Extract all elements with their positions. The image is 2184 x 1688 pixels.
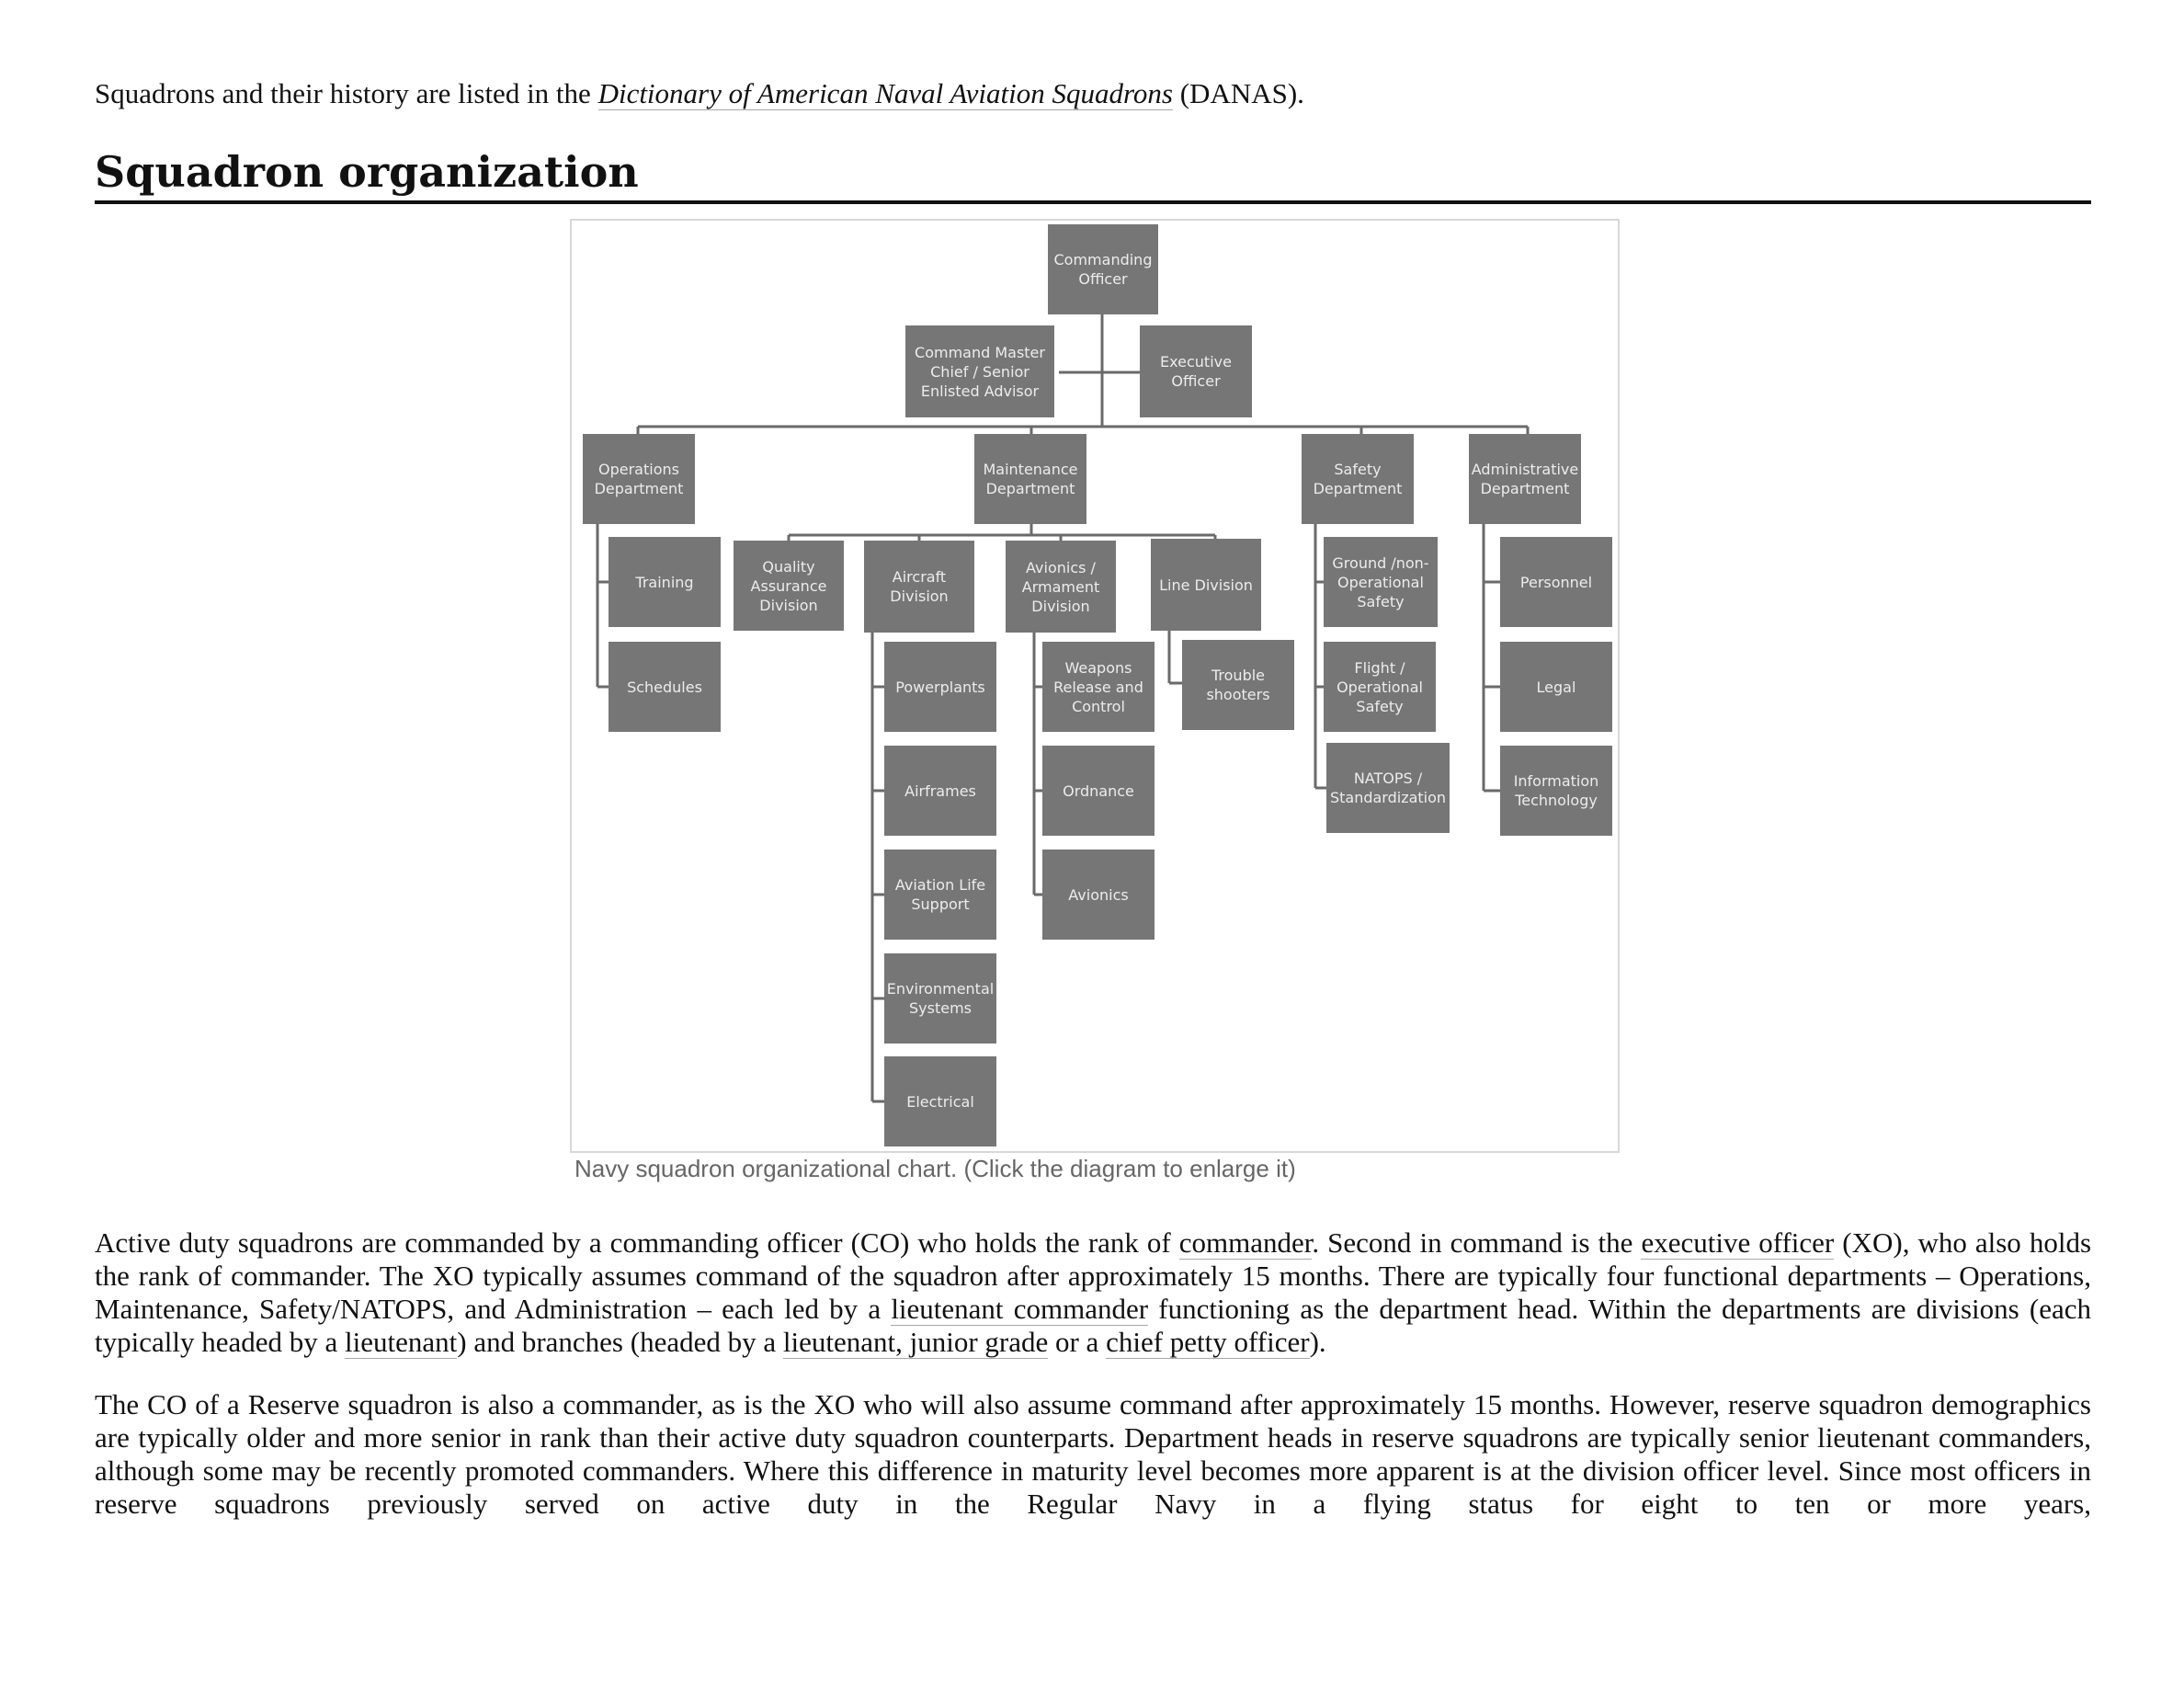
org-box-personnel: Personnel — [1500, 537, 1612, 627]
org-box-electrical: Electrical — [884, 1056, 996, 1146]
org-box-operations-department: Operations Department — [583, 434, 695, 524]
org-box-avionics: Avionics — [1042, 850, 1155, 940]
org-box-avionics-armament-division: Avionics / Armament Division — [1006, 541, 1116, 633]
org-box-legal: Legal — [1500, 642, 1612, 732]
lieutenant-junior-grade-link[interactable]: lieutenant, junior grade — [782, 1326, 1049, 1358]
section-heading: Squadron organization — [95, 147, 639, 197]
p1-text-5: ) and branches (headed by a — [457, 1326, 783, 1358]
org-box-maintenance-department: Maintenance Department — [974, 434, 1086, 524]
paragraph-reserve: The CO of a Reserve squadron is also a commander, as is the XO who will also assume command after approximately 15 months. However, reserve squadron demographics are typically older and more senior in rank than their active duty squadron counterparts. Department heads in reserve squadrons are typically senior lieutenant commanders, although some may be recently promoted commanders. Where this difference in maturity level becomes more apparent is at the division officer level. Since most officers in reserve squadrons previously served on active duty in the Regular Navy in a flying status for eight to ten or more years, — [95, 1388, 2091, 1520]
org-box-line-division: Line Division — [1151, 539, 1261, 631]
p1-text-4: functioning as the department head. Within the departments are divisions (each typically headed by a — [95, 1293, 2091, 1358]
org-box-aviation-life-support: Aviation Life Support — [884, 850, 996, 940]
org-box-natops-standardization: NATOPS / Standardization — [1326, 743, 1450, 833]
org-box-flight-safety: Flight / Operational Safety — [1324, 642, 1436, 732]
commander-link[interactable]: commander — [1178, 1226, 1313, 1259]
org-box-ordnance: Ordnance — [1042, 746, 1155, 836]
org-box-training: Training — [609, 537, 721, 627]
lieutenant-link[interactable]: lieutenant — [345, 1326, 458, 1358]
org-box-powerplants: Powerplants — [884, 642, 996, 732]
intro-text-after: (DANAS). — [1172, 77, 1304, 109]
org-box-command-master-chief: Command Master Chief / Senior Enlisted Advisor — [905, 325, 1054, 417]
org-box-aircraft-division: Aircraft Division — [864, 541, 974, 633]
p1-text-1: Active duty squadrons are commanded by a commanding officer (CO) who holds the rank of — [95, 1226, 1179, 1259]
chief-petty-officer-link[interactable]: chief petty officer — [1106, 1326, 1310, 1358]
org-box-administrative-department: Administrative Department — [1469, 434, 1581, 524]
p1-text-6: or a — [1048, 1326, 1107, 1358]
org-box-information-technology: Information Technology — [1500, 746, 1612, 836]
p1-text-2: . Second in command is the — [1312, 1226, 1642, 1259]
intro-sentence — [95, 75, 2099, 112]
p1-text-3: (XO), who also holds the rank of commander. The XO typically assumes command of the squadron after approximately 15 months. There are typically four functional departments – Operations, Maintenance, Safety/NATOPS, and Administration – each led by a — [95, 1226, 2092, 1325]
org-box-schedules: Schedules — [609, 642, 721, 732]
p1-text-7: ). — [1309, 1326, 1326, 1358]
intro-text-before: Squadrons and their history are listed in the — [95, 77, 598, 109]
figure-caption: Navy squadron organizational chart. (Click the diagram to enlarge it) — [574, 1155, 1296, 1182]
heading-rule — [95, 200, 2091, 204]
org-box-executive-officer: Executive Officer — [1140, 325, 1252, 417]
org-chart-figure[interactable] — [570, 219, 1620, 1153]
org-box-weapons-release-and-control: Weapons Release and Control — [1042, 642, 1155, 732]
org-box-environmental-systems: Environmental Systems — [884, 953, 996, 1044]
org-box-troubleshooters: Trouble shooters — [1182, 640, 1294, 730]
paragraph-active-duty — [95, 1226, 2091, 1359]
executive-officer-link[interactable]: executive officer — [1641, 1226, 1835, 1259]
org-box-airframes: Airframes — [884, 746, 996, 836]
org-box-commanding-officer: Commanding Officer — [1048, 224, 1158, 314]
org-box-ground-safety: Ground /non- Operational Safety — [1324, 537, 1438, 627]
org-box-quality-assurance-division: Quality Assurance Division — [734, 541, 844, 631]
lieutenant-commander-link[interactable]: lieutenant commander — [891, 1293, 1149, 1325]
org-box-safety-department: Safety Department — [1302, 434, 1414, 524]
danas-link[interactable]: Dictionary of American Naval Aviation Squadrons — [597, 77, 1173, 109]
